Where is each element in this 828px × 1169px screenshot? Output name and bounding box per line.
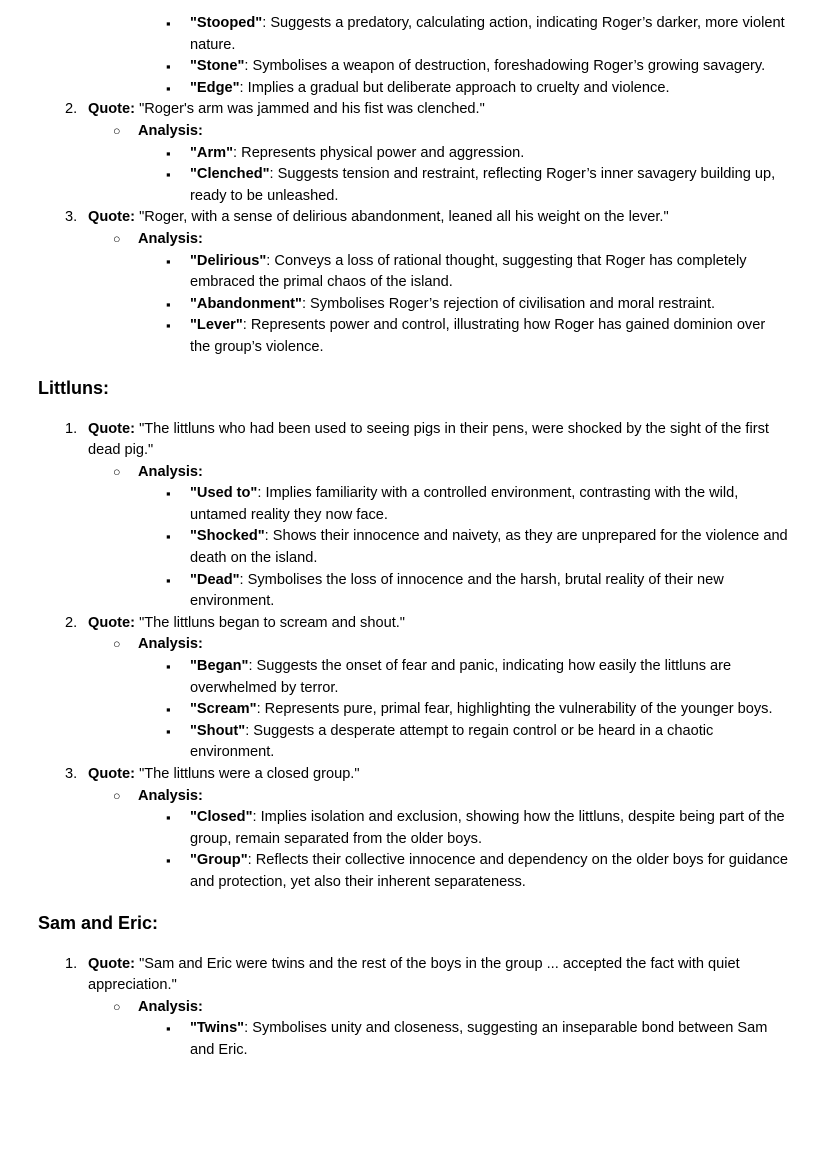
bullet-content <box>190 1020 767 1058</box>
bullet-text: : Reflects their collective innocence and dependency on the older boys for guidance and protection, yet also their inherent separateness. <box>190 852 788 890</box>
quote-text: "The littluns began to scream and shout." <box>135 614 405 631</box>
analysis-line <box>38 634 788 656</box>
quote-line <box>38 99 788 121</box>
analysis-bullet <box>38 294 788 316</box>
bullet-term: "Lever" <box>190 317 243 334</box>
bullet-content <box>190 809 785 847</box>
quote-content <box>88 766 360 782</box>
circle-bullet-marker: ○ <box>113 231 121 246</box>
bullet-term: "Began" <box>190 658 249 675</box>
section-heading-sam-and-eric: Sam and Eric: <box>38 912 159 933</box>
bullet-content <box>190 658 731 696</box>
bullet-content <box>190 80 670 96</box>
bullet-content <box>190 528 788 566</box>
bullet-term: "Scream" <box>190 701 257 718</box>
bullet-text: : Suggests the onset of fear and panic, indicating how easily the littluns are overwhelmed by terror. <box>190 658 732 696</box>
bullet-text: : Implies familiarity with a controlled environment, contrasting with the wild, untamed reality they now face. <box>190 485 739 523</box>
analysis-label: Analysis: <box>138 787 203 804</box>
analysis-bullet <box>38 78 788 100</box>
bullet-text: : Symbolises unity and closeness, suggesting an inseparable bond between Sam and Eric. <box>190 1020 768 1058</box>
bullet-term: "Closed" <box>190 809 253 826</box>
bullet-content <box>190 485 738 523</box>
square-bullet-marker: ▪ <box>166 59 171 75</box>
analysis-bullet <box>38 1018 788 1061</box>
bullet-term: "Delirious" <box>190 252 267 269</box>
quote-label: Quote: <box>88 614 136 631</box>
square-bullet-marker: ▪ <box>166 486 171 502</box>
analysis-bullet <box>38 164 788 207</box>
square-bullet-marker: ▪ <box>166 16 171 31</box>
bullet-text: : Represents pure, primal fear, highlighting the vulnerability of the younger boys. <box>256 701 773 718</box>
bullet-content <box>190 296 715 312</box>
circle-bullet-marker: ○ <box>113 637 121 652</box>
quote-text: "Roger's arm was jammed and his fist was clenched." <box>135 101 485 118</box>
bullet-text: : Suggests a predatory, calculating action, indicating Roger’s darker, more violent nature. <box>190 15 785 53</box>
analysis-label: Analysis: <box>138 463 203 480</box>
list-number: 1. <box>65 955 78 972</box>
quote-label: Quote: <box>88 955 136 972</box>
bullet-content <box>190 572 724 610</box>
bullet-text: : Represents physical power and aggression. <box>233 144 525 161</box>
bullet-text: : Represents power and control, illustrating how Roger has gained dominion over the group’s violence. <box>190 317 766 355</box>
square-bullet-marker: ▪ <box>166 1021 171 1037</box>
bullet-content <box>190 723 713 761</box>
analysis-bullet <box>38 483 788 526</box>
quote-content <box>88 101 485 117</box>
bullet-content <box>190 58 765 74</box>
square-bullet-marker: ▪ <box>166 659 171 675</box>
analysis-line <box>38 229 788 251</box>
section-heading-littluns: Littluns: <box>38 377 109 398</box>
circle-bullet-marker: ○ <box>113 788 121 803</box>
circle-bullet-marker: ○ <box>113 123 121 138</box>
list-number: 2. <box>65 614 78 631</box>
bullet-text: : Conveys a loss of rational thought, suggesting that Roger has completely embraced the primal chaos of the island. <box>190 252 747 291</box>
bullet-content <box>190 317 765 355</box>
bullet-term: "Group" <box>190 852 248 869</box>
quote-text: "Sam and Eric were twins and the rest of the boys in the group ... accepted the fact with quiet appreciation." <box>88 955 740 994</box>
list-number: 3. <box>65 209 78 226</box>
analysis-bullet <box>38 315 788 358</box>
quote-line <box>38 613 788 635</box>
square-bullet-marker: ▪ <box>166 810 171 826</box>
bullet-text: : Symbolises the loss of innocence and the harsh, brutal reality of their new environment. <box>190 571 724 610</box>
bullet-text: : Implies isolation and exclusion, showing how the littluns, despite being part of the group, remain separated from the older boys. <box>190 809 785 847</box>
square-bullet-marker: ▪ <box>166 145 171 161</box>
circle-bullet-marker: ○ <box>113 464 121 479</box>
bullet-term: "Clenched" <box>190 166 270 183</box>
square-bullet-marker: ▪ <box>166 296 171 312</box>
quote-label: Quote: <box>88 209 136 226</box>
analysis-label: Analysis: <box>138 636 203 653</box>
circle-bullet-marker: ○ <box>113 999 121 1014</box>
quote-line <box>38 764 788 786</box>
bullet-term: "Stooped" <box>190 15 263 31</box>
bullet-text: : Symbolises Roger’s rejection of civilisation and moral restraint. <box>301 295 716 312</box>
analysis-line <box>38 462 788 484</box>
square-bullet-marker: ▪ <box>166 167 171 183</box>
analysis-label: Analysis: <box>138 122 203 139</box>
bullet-text: : Suggests tension and restraint, reflecting Roger’s inner savagery building up, ready to be unleashed. <box>190 166 776 204</box>
analysis-bullet <box>38 13 788 56</box>
bullet-term: "Twins" <box>190 1020 245 1037</box>
quote-label: Quote: <box>88 420 136 437</box>
quote-content <box>88 421 769 459</box>
analysis-bullet <box>38 807 788 850</box>
quote-text: "Roger, with a sense of delirious abandonment, leaned all his weight on the lever." <box>135 209 669 226</box>
analysis-bullet <box>38 656 788 699</box>
square-bullet-marker: ▪ <box>166 80 171 96</box>
analysis-label: Analysis: <box>138 998 203 1015</box>
square-bullet-marker: ▪ <box>166 529 171 545</box>
quote-line <box>38 207 788 229</box>
square-bullet-marker: ▪ <box>166 318 171 334</box>
bullet-term: "Used to" <box>190 485 258 502</box>
quote-content <box>88 956 740 994</box>
analysis-bullet <box>38 143 788 165</box>
bullet-term: "Arm" <box>190 144 234 161</box>
analysis-label: Analysis: <box>138 230 203 247</box>
square-bullet-marker: ▪ <box>166 723 171 739</box>
analysis-line <box>38 786 788 808</box>
bullet-term: "Stone" <box>190 58 245 75</box>
analysis-bullet <box>38 721 788 764</box>
square-bullet-marker: ▪ <box>166 253 171 269</box>
bullet-term: "Dead" <box>190 571 240 588</box>
quote-content <box>88 615 405 631</box>
square-bullet-marker: ▪ <box>166 853 171 869</box>
analysis-line <box>38 121 788 143</box>
bullet-text: : Implies a gradual but deliberate approach to cruelty and violence. <box>239 79 670 96</box>
list-number: 2. <box>65 101 78 118</box>
quote-label: Quote: <box>88 766 136 782</box>
list-number: 3. <box>65 766 78 782</box>
bullet-text: : Symbolises a weapon of destruction, foreshadowing Roger’s growing savagery. <box>244 58 766 75</box>
bullet-content <box>190 701 773 717</box>
analysis-bullet <box>38 570 788 613</box>
bullet-content <box>190 253 747 291</box>
quote-line <box>38 419 788 462</box>
list-number: 1. <box>65 420 78 437</box>
quote-label: Quote: <box>88 101 136 118</box>
bullet-term: "Shout" <box>190 722 246 739</box>
analysis-bullet <box>38 251 788 294</box>
bullet-term: "Abandonment" <box>190 295 302 312</box>
analysis-bullet <box>38 850 788 893</box>
analysis-bullet <box>38 526 788 569</box>
quote-line <box>38 954 788 997</box>
bullet-content <box>190 15 785 53</box>
quote-content <box>88 209 669 225</box>
quote-text: "The littluns were a closed group." <box>135 766 360 782</box>
quote-text: "The littluns who had been used to seeing pigs in their pens, were shocked by the sight of the first dead pig." <box>88 420 769 459</box>
bullet-text: : Shows their innocence and naivety, as they are unprepared for the violence and death on the island. <box>190 528 788 567</box>
square-bullet-marker: ▪ <box>166 572 171 588</box>
bullet-text: : Suggests a desperate attempt to regain control or be heard in a chaotic environment. <box>190 722 714 761</box>
bullet-content <box>190 852 788 890</box>
bullet-term: "Shocked" <box>190 528 265 545</box>
square-bullet-marker: ▪ <box>166 702 171 718</box>
analysis-bullet <box>38 56 788 78</box>
analysis-line <box>38 997 788 1019</box>
bullet-content <box>190 145 524 161</box>
bullet-content <box>190 166 775 204</box>
bullet-term: "Edge" <box>190 79 240 96</box>
analysis-bullet <box>38 699 788 721</box>
